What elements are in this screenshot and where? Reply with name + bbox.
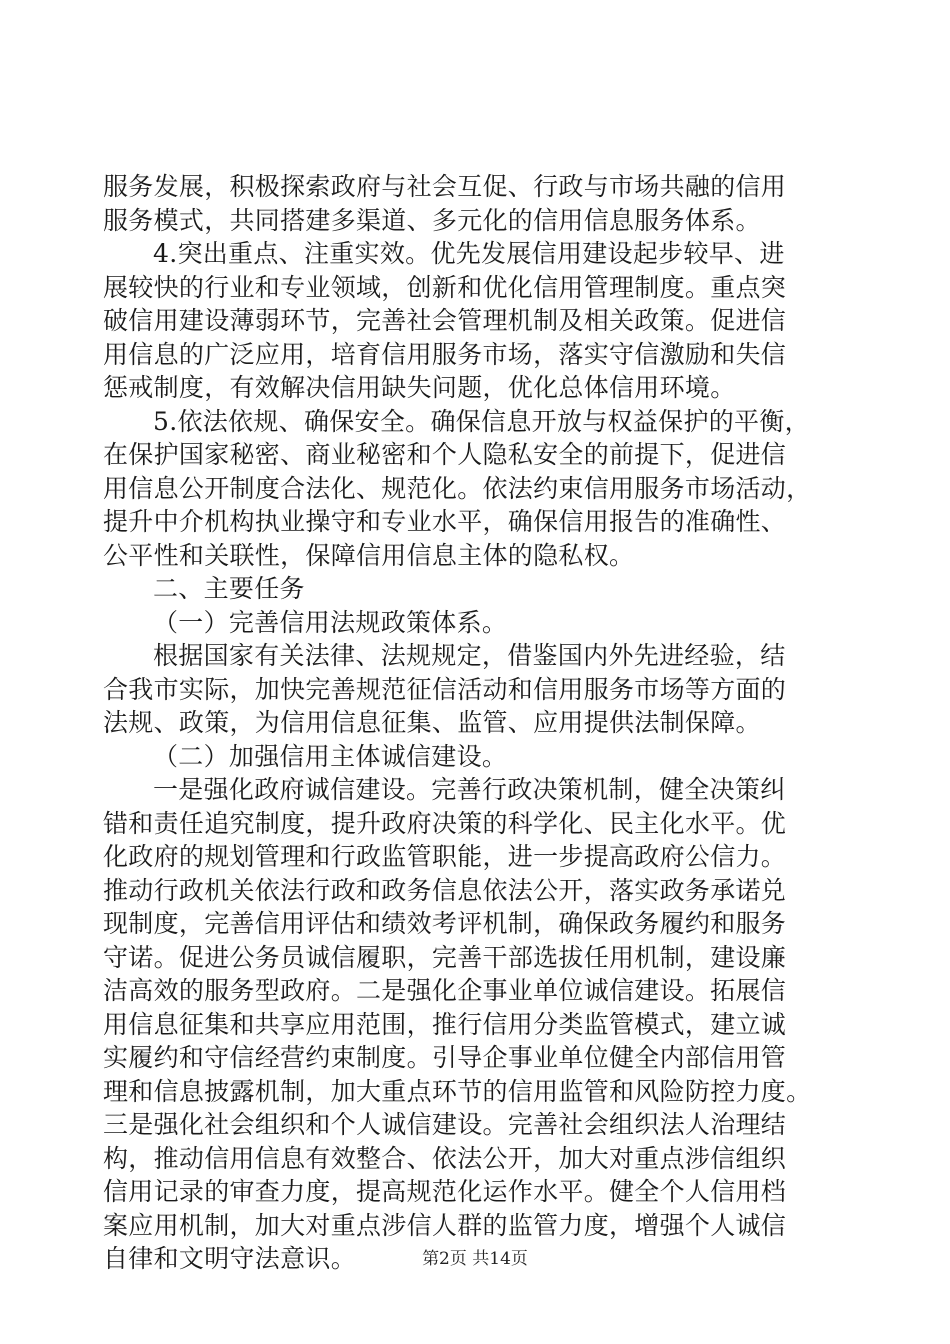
text-line: 三是强化社会组织和个人诚信建设。完善社会组织法人治理结 xyxy=(103,1110,787,1139)
document-body xyxy=(103,170,853,1276)
text-line: 用信息的广泛应用，培育信用服务市场，落实守信激励和失信 xyxy=(103,339,787,369)
text-line: 一是强化政府诚信建设。完善行政决策机制，健全决策纠 xyxy=(153,775,786,804)
text-line: 服务发展，积极探索政府与社会互促、行政与市场共融的信用 xyxy=(103,172,787,201)
subsection-heading: （二）加强信用主体诚信建设。 xyxy=(153,741,508,771)
text-line: 合我市实际，加快完善规范征信活动和信用服务市场等方面的 xyxy=(103,674,787,704)
text-line: 化政府的规划管理和行政监管职能，进一步提高政府公信力。 xyxy=(103,842,787,871)
text-line: 案应用机制，加大对重点涉信人群的监管力度，增强个人诚信 xyxy=(103,1210,787,1240)
text-line: 现制度，完善信用评估和绩效考评机制，确保政务履约和服务 xyxy=(103,909,787,938)
text-line: 破信用建设薄弱环节，完善社会管理机制及相关政策。促进信 xyxy=(103,306,787,335)
text-line: 错和责任追究制度，提升政府决策的科学化、民主化水平。优 xyxy=(103,808,787,838)
text-line: 信用记录的审查力度，提高规范化运作水平。健全个人信用档 xyxy=(103,1177,787,1206)
text-line: 展较快的行业和专业领域，创新和优化信用管理制度。重点突 xyxy=(103,272,787,302)
text-line: 4.突出重点、注重实效。优先发展信用建设起步较早、进 xyxy=(153,239,785,268)
text-line: 理和信息披露机制，加大重点环节的信用监管和风险防控力度。 xyxy=(103,1076,812,1106)
text-line: 根据国家有关法律、法规规定，借鉴国内外先进经验，结 xyxy=(153,641,786,670)
text-line: 自律和文明守法意识。 xyxy=(103,1244,357,1273)
page-number-footer: 第2页 共14页 xyxy=(422,1249,528,1269)
text-line: 用信息公开制度合法化、规范化。依法约束信用服务市场活动， xyxy=(103,473,812,503)
section-heading: 二、主要任务 xyxy=(153,574,305,603)
text-line: 构，推动信用信息有效整合、依法公开，加大对重点涉信组织 xyxy=(103,1143,787,1173)
text-line: 实履约和守信经营约束制度。引导企事业单位健全内部信用管 xyxy=(103,1043,787,1072)
text-line: 推动行政机关依法行政和政务信息依法公开，落实政务承诺兑 xyxy=(103,875,787,905)
text-line: 服务模式，共同搭建多渠道、多元化的信用信息服务体系。 xyxy=(103,205,761,235)
text-line: 洁高效的服务型政府。二是强化企事业单位诚信建设。拓展信 xyxy=(103,976,787,1005)
text-line: 提升中介机构执业操守和专业水平，确保信用报告的准确性、 xyxy=(103,507,787,536)
text-line: 公平性和关联性，保障信用信息主体的隐私权。 xyxy=(103,540,635,570)
text-line: 在保护国家秘密、商业秘密和个人隐私安全的前提下，促进信 xyxy=(103,440,787,469)
text-line: 法规、政策，为信用信息征集、监管、应用提供法制保障。 xyxy=(103,708,761,737)
text-line: 5.依法依规、确保安全。确保信息开放与权益保护的平衡， xyxy=(153,406,810,436)
text-line: 守诺。促进公务员诚信履职，完善干部选拔任用机制，建设廉 xyxy=(103,942,787,972)
subsection-heading: （一）完善信用法规政策体系。 xyxy=(153,607,508,637)
text-line: 惩戒制度，有效解决信用缺失问题，优化总体信用环境。 xyxy=(103,373,736,402)
text-line: 用信息征集和共享应用范围，推行信用分类监管模式，建立诚 xyxy=(103,1009,787,1039)
